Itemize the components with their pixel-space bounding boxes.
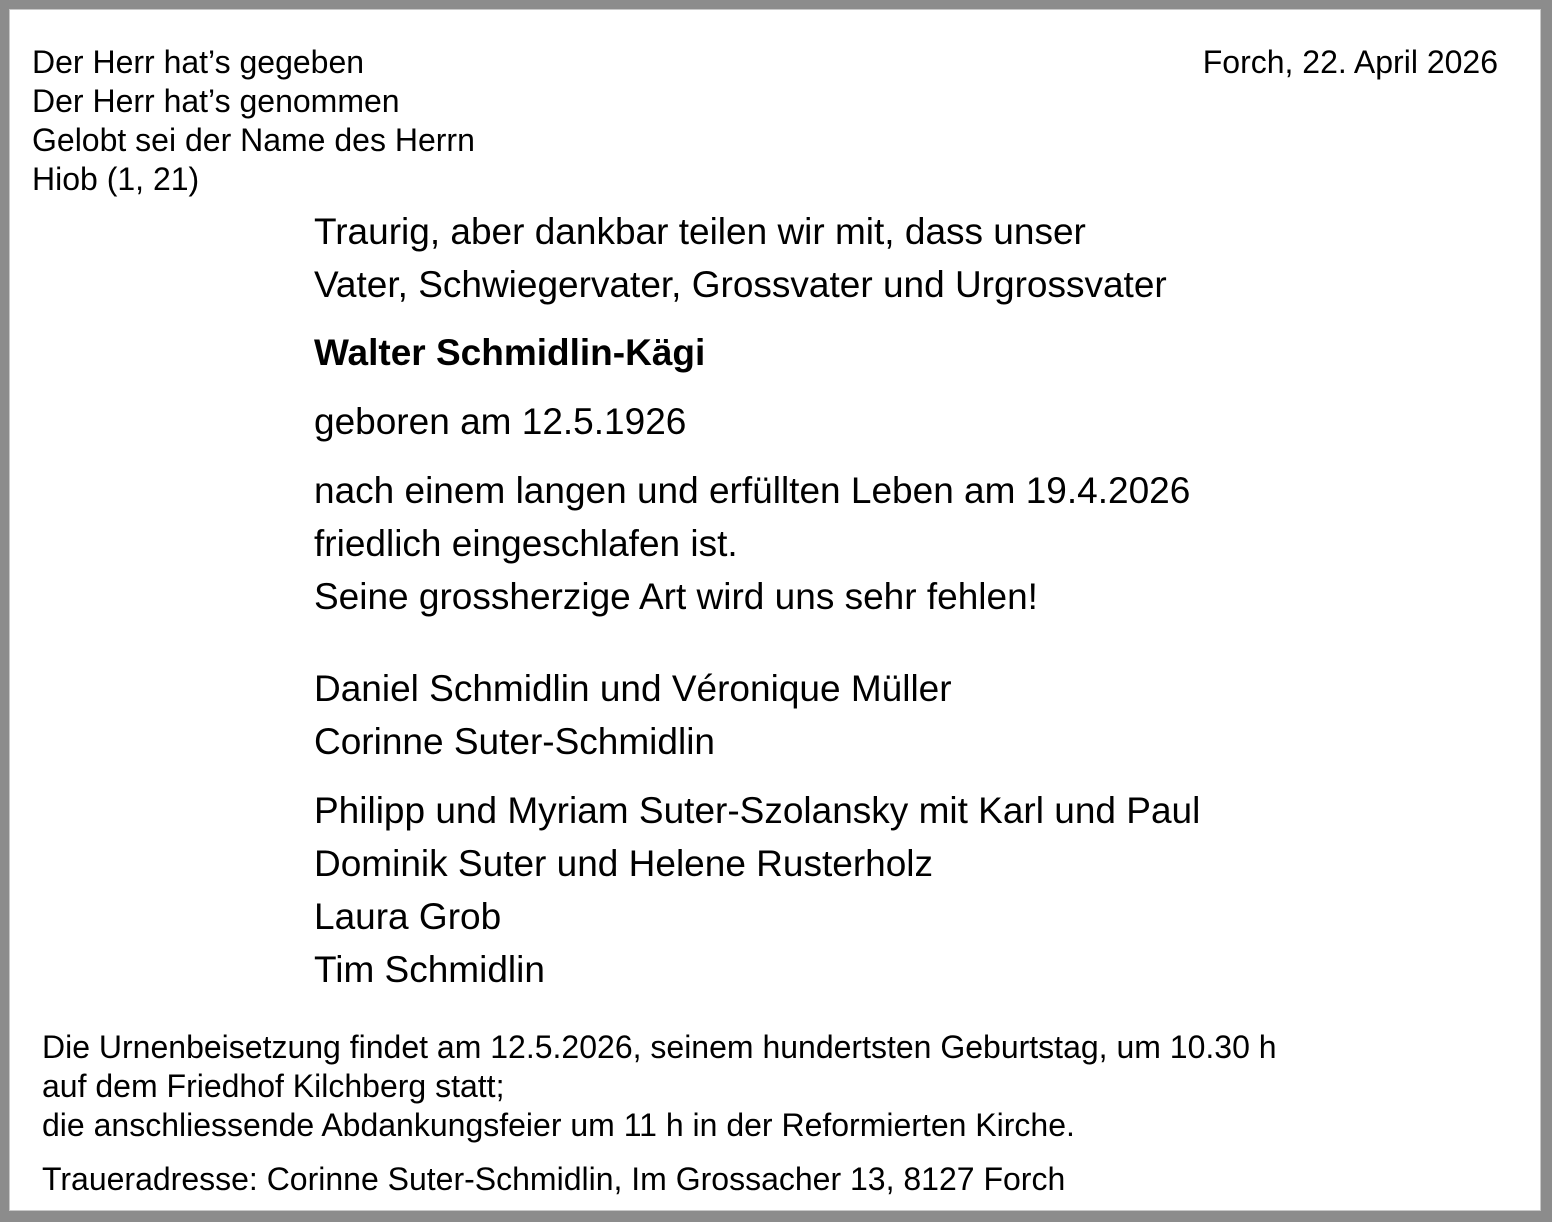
grandchild-4: Tim Schmidlin [314, 949, 545, 990]
verse-reference: Hiob (1, 21) [32, 161, 200, 197]
death-line-1: nach einem langen und erfüllten Leben am 19.4.2026 [314, 470, 1191, 511]
verse-line-1: Der Herr hat’s gegeben [32, 44, 365, 80]
announcement-line-2: Vater, Schwiegervater, Grossvater und Urgrossvater [314, 264, 1167, 305]
grandchild-2: Dominik Suter und Helene Rusterholz [314, 843, 934, 884]
grandchild-3: Laura Grob [314, 896, 502, 937]
death-line-3: Seine grossherzige Art wird uns sehr fehlen! [314, 576, 1038, 617]
obituary-card [9, 9, 1541, 1211]
ceremony-line-1: Die Urnenbeisetzung findet am 12.5.2026, seinem hundertsten Geburtstag, um 10.30 h [42, 1029, 1277, 1065]
verse-line-3: Gelobt sei der Name des Herrn [32, 122, 475, 158]
ceremony-line-3: die anschliessende Abdankungsfeier um 11 h in der Reformierten Kirche. [42, 1107, 1075, 1143]
ceremony-line-2: auf dem Friedhof Kilchberg statt; [42, 1068, 505, 1104]
place-date: Forch, 22. April 2026 [1202, 44, 1498, 80]
child-2: Corinne Suter-Schmidlin [314, 721, 716, 762]
birth-date: geboren am 12.5.1926 [314, 401, 687, 442]
deceased-name: Walter Schmidlin-Kägi [314, 332, 706, 373]
death-line-2: friedlich eingeschlafen ist. [314, 523, 738, 564]
mourning-address: Traueradresse: Corinne Suter-Schmidlin, Im Grossacher 13, 8127 Forch [42, 1161, 1066, 1197]
announcement-line-1: Traurig, aber dankbar teilen wir mit, dass unser [314, 211, 1086, 252]
grandchild-1: Philipp und Myriam Suter-Szolansky mit Karl und Paul [314, 790, 1201, 831]
child-1: Daniel Schmidlin und Véronique Müller [314, 668, 952, 709]
verse-line-2: Der Herr hat’s genommen [32, 83, 400, 119]
